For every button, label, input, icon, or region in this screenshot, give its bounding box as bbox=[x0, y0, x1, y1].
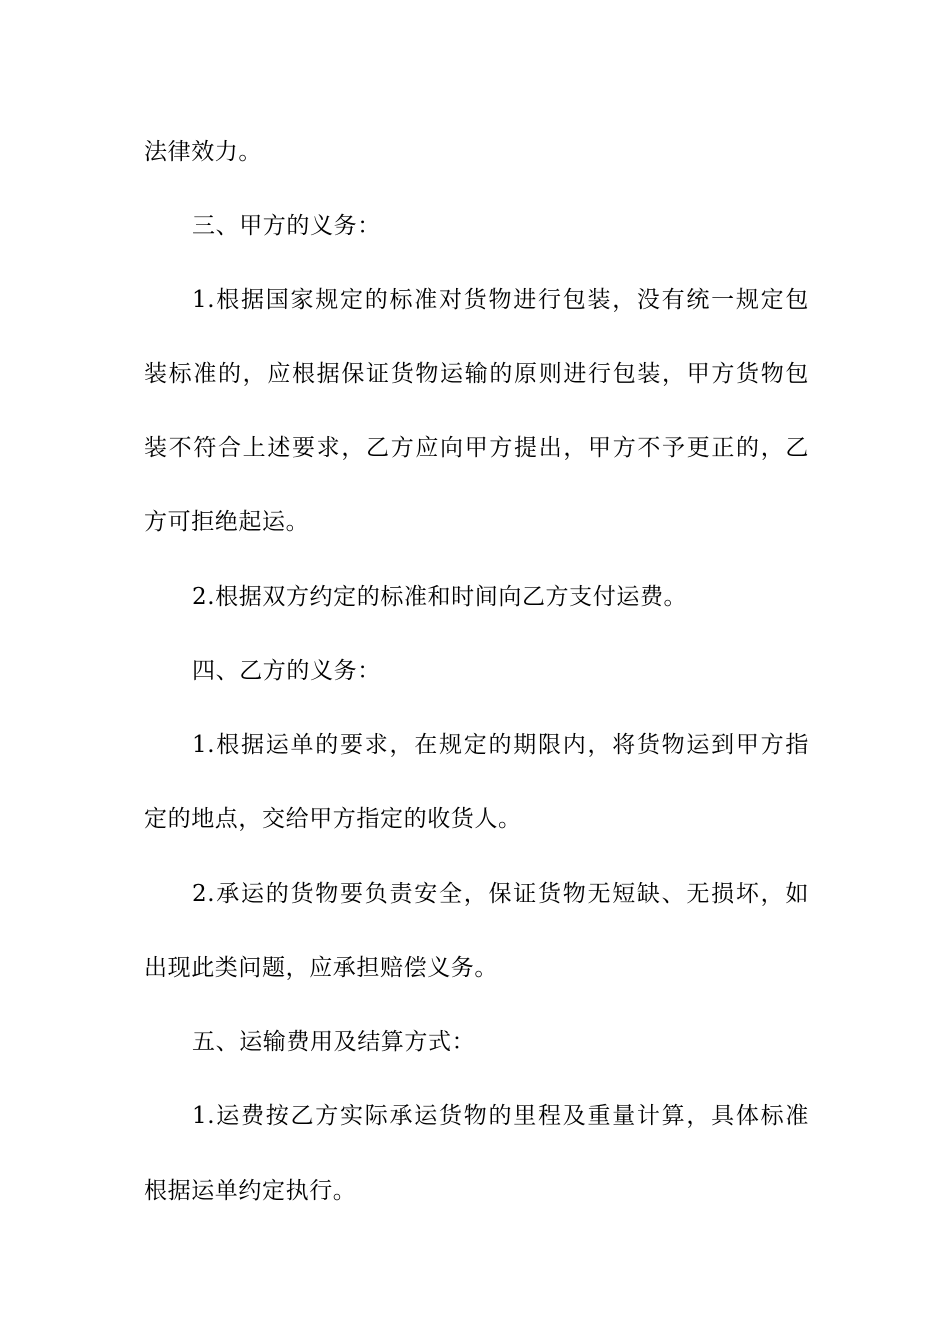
section-heading-party-a-duties: 三、甲方的义务： bbox=[192, 213, 381, 239]
clause-3-2: 2.根据双方约定的标准和时间向乙方支付运费。 bbox=[192, 584, 688, 610]
clause-3-1-line-3: 装不符合上述要求，乙方应向甲方提出，甲方不予更正的，乙 bbox=[144, 435, 809, 461]
clause-4-2-line-1: 2.承运的货物要负责安全，保证货物无短缺、无损坏，如 bbox=[192, 881, 809, 907]
text-line-continuation: 法律效力。 bbox=[144, 139, 262, 165]
clause-4-1-line-2: 定的地点，交给甲方指定的收货人。 bbox=[144, 806, 522, 832]
clause-5-1-line-1: 1.运费按乙方实际承运货物的里程及重量计算，具体标准 bbox=[192, 1103, 809, 1129]
clause-4-1-line-1: 1.根据运单的要求，在规定的期限内，将货物运到甲方指 bbox=[192, 732, 809, 758]
clause-3-1-line-2: 装标准的，应根据保证货物运输的原则进行包装，甲方货物包 bbox=[144, 361, 809, 387]
clause-3-1-line-4: 方可拒绝起运。 bbox=[144, 509, 310, 535]
section-heading-party-b-duties: 四、乙方的义务： bbox=[192, 658, 381, 684]
section-heading-fees-settlement: 五、运输费用及结算方式： bbox=[192, 1029, 476, 1055]
clause-4-2-line-2: 出现此类问题，应承担赔偿义务。 bbox=[144, 955, 498, 981]
clause-5-1-line-2: 根据运单约定执行。 bbox=[144, 1178, 357, 1204]
clause-3-1-line-1: 1.根据国家规定的标准对货物进行包装，没有统一规定包 bbox=[192, 287, 809, 313]
